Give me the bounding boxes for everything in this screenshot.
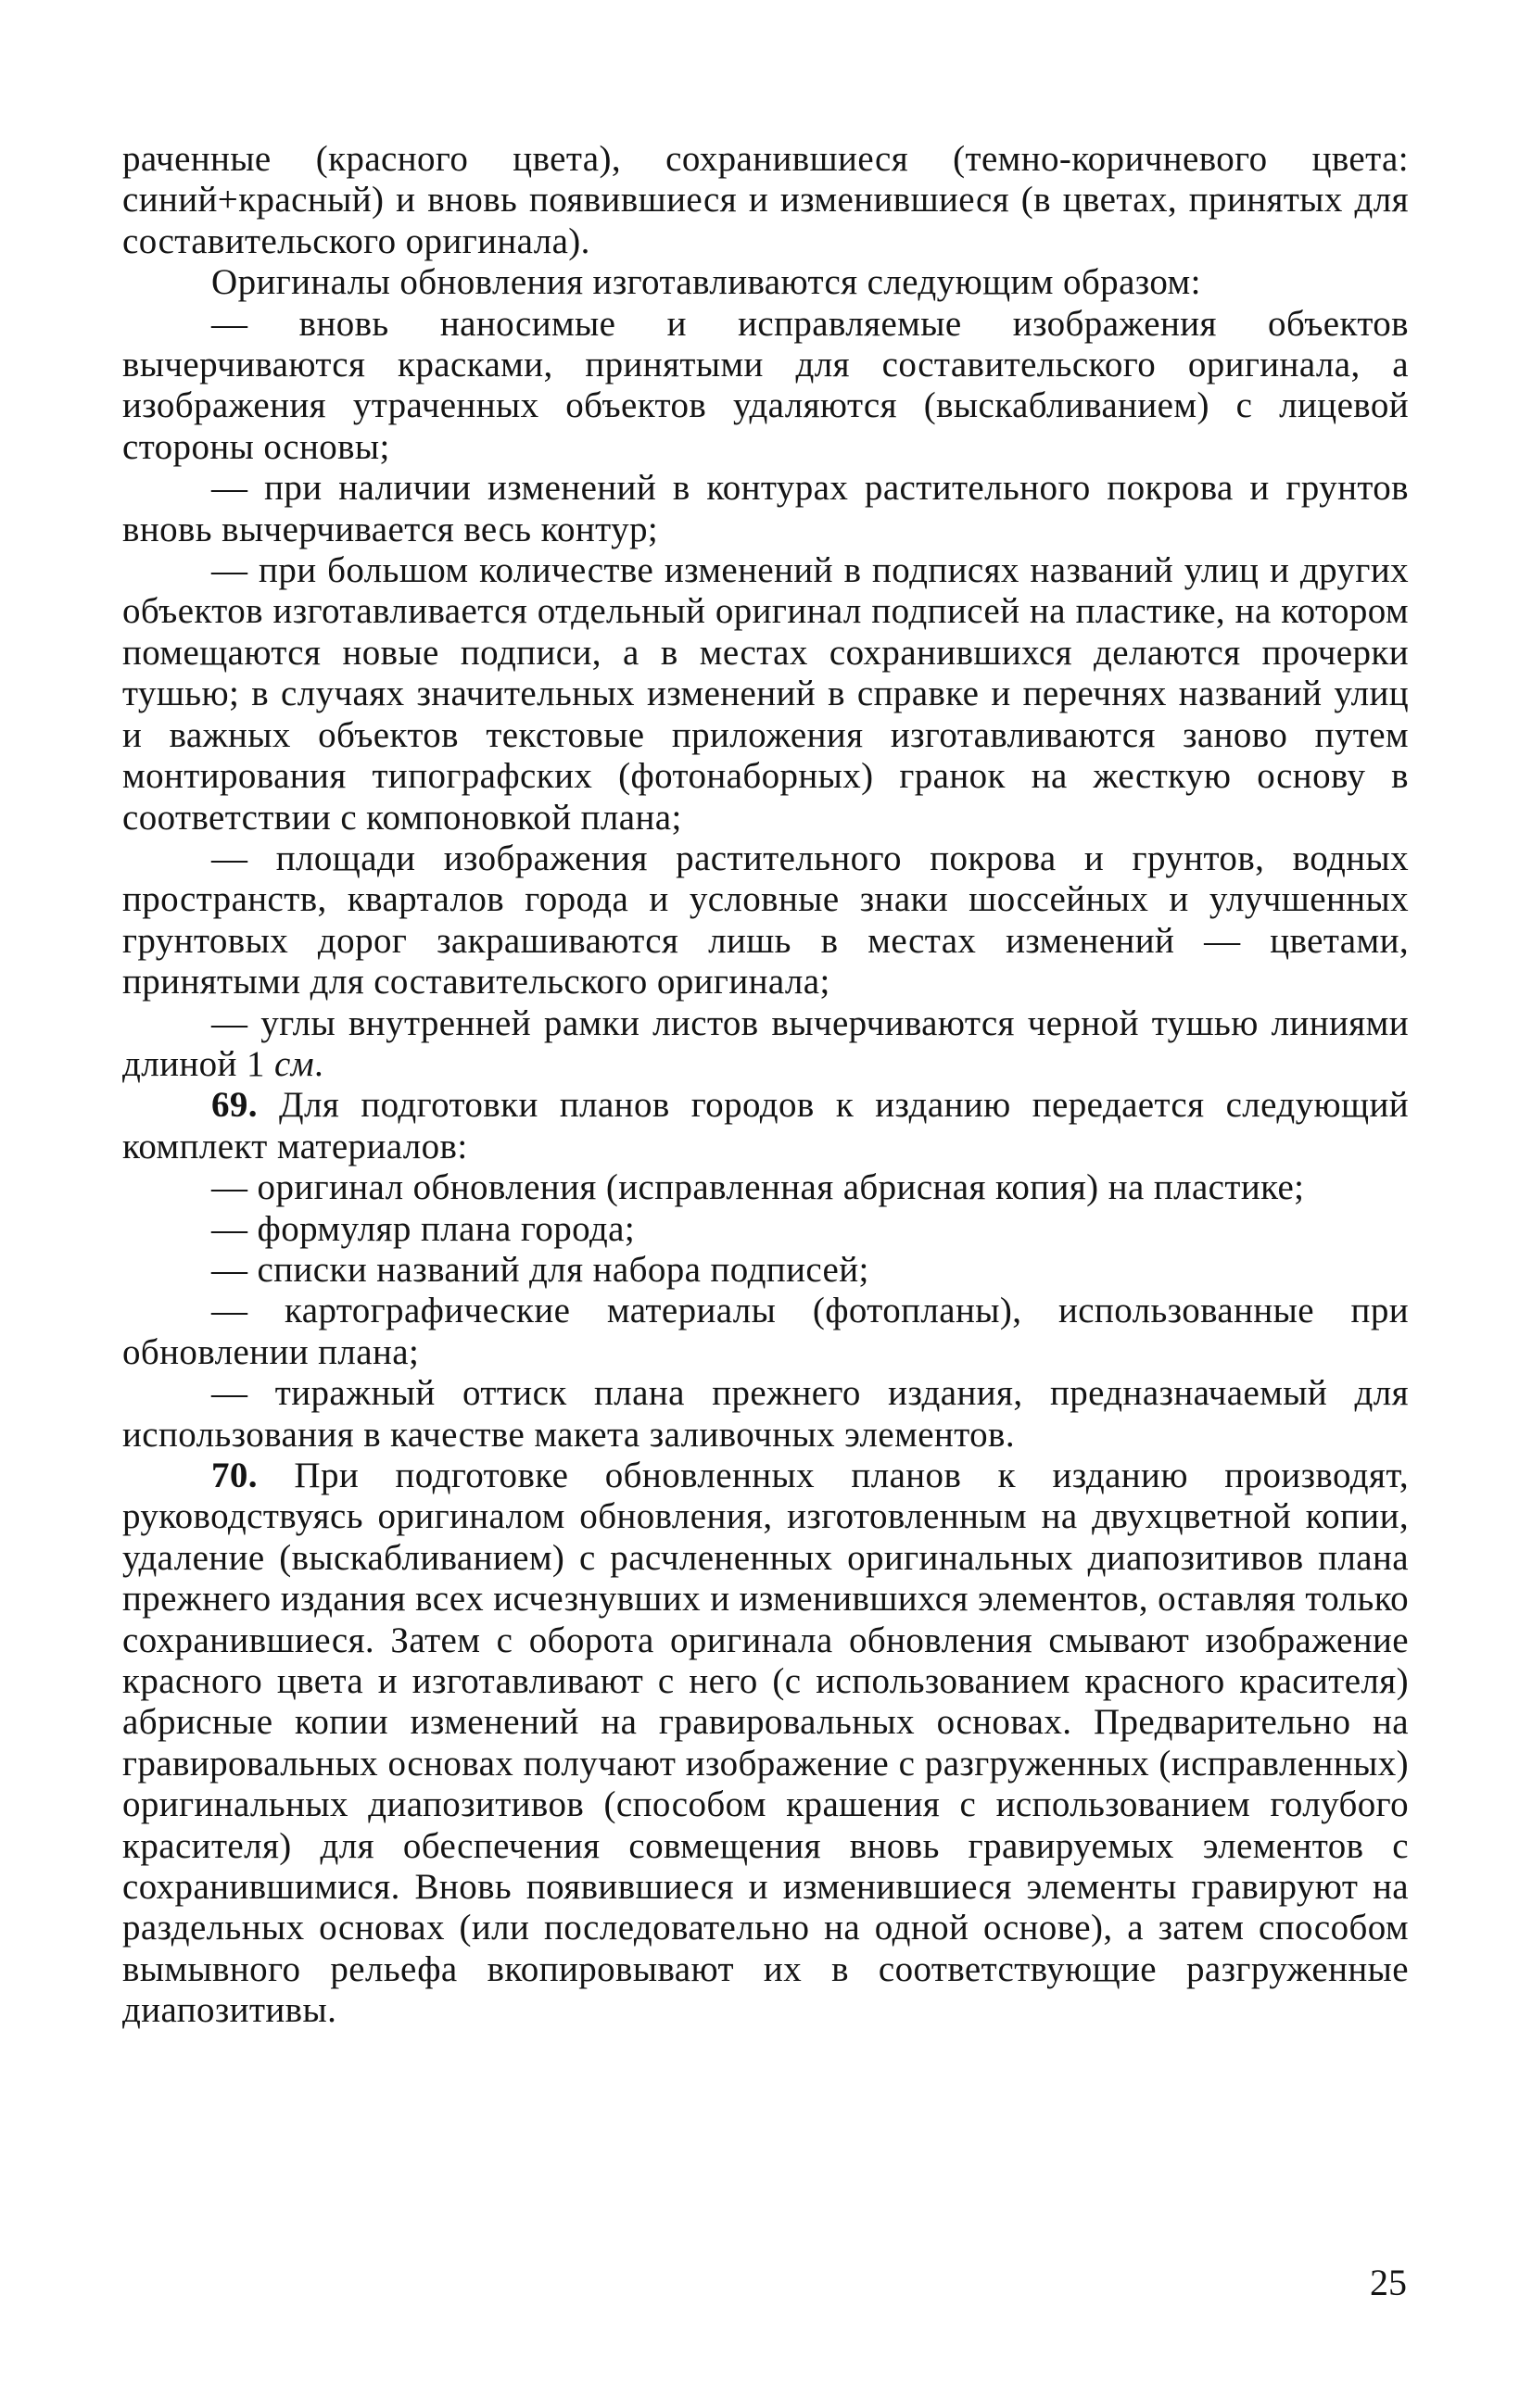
page-body — [122, 139, 1409, 2032]
list-item: — при большом количестве изменений в подписях названий улиц и других объектов изготавливается отдельный оригинал подписей на пластике, на котором помещаются новые подписи, а в местах сохранившихся делаются прочерки тушью; в случаях значительных изменений в справке и перечнях названий улиц и важных объектов текстовые приложения изготавливаются заново путем монтирования типографских (фотонаборных) гранок на жесткую основу в соответствии с компоновкой плана; — [122, 550, 1409, 838]
numbered-paragraph — [122, 1456, 1409, 2032]
list-item-text: — углы внутренней рамки листов вычерчиваются черной тушью линиями длиной 1 — [122, 1002, 1409, 1084]
list-item: — списки названий для набора подписей; — [211, 1249, 869, 1290]
list-item: — площади изображения растительного покрова и грунтов, водных пространств, кварталов города и условные знаки шоссейных и улучшенных грунтовых дорог закрашиваются лишь в местах изменений — цветами, принятыми для составительского оригинала; — [122, 838, 1409, 1002]
list-item: — формуляр плана города; — [211, 1208, 636, 1249]
list-item: — вновь наносимые и исправляемые изображения объектов вычерчиваются красками, принятыми для составительского оригинала, а изображения утраченных объектов удаляются (выскабливанием) с лицевой стороны основы; — [122, 303, 1409, 467]
paragraph-intro: Оригиналы обновления изготавливаются следующим образом: — [211, 262, 1201, 303]
paragraph-number: 70. — [211, 1456, 258, 1495]
list-item: — тиражный оттиск плана прежнего издания, предназначаемый для использования в качестве макета заливочных элементов. — [122, 1373, 1409, 1455]
unit-label: см — [274, 1043, 315, 1084]
list-item: — оригинал обновления (исправленная абрисная копия) на пластике; — [211, 1167, 1305, 1208]
list-item: — при наличии изменений в контурах растительного покрова и грунтов вновь вычерчивается весь контур; — [122, 468, 1409, 549]
list-item: — картографические материалы (фотопланы), использованные при обновлении плана; — [122, 1291, 1409, 1372]
list-item-end: . — [314, 1043, 324, 1084]
paragraph-text: Для подготовки планов городов к изданию передается следующий комплект материалов: — [122, 1085, 1409, 1166]
paragraph-number: 69. — [211, 1085, 258, 1126]
page-number: 25 — [1370, 2262, 1407, 2303]
paragraph-continuation: раченные (красного цвета), сохранившиеся (темно-коричневого цвета: синий+красный) и вновь появившиеся и изменившиеся (в цветах, принятых для составительского оригинала). — [122, 139, 1409, 261]
list-item — [122, 1003, 1409, 1086]
paragraph-text: При подготовке обновленных планов к изданию производят, руководствуясь оригиналом обновления, изготовленным на двухцветной копии, удаление (выскабливанием) с расчлененных оригинальных диапозитивов плана прежнего издания всех исчезнувших и изменившихся элементов, оставляя только сохранившиеся. Затем с оборота оригинала обновления смывают изображение красного цвета и изготавливают с него (с использованием красного красителя) абрисные копии изменений на гравировальных основах. Предварительно на гравировальных основах получают изображение с разгруженных (исправленных) оригинальных диапозитивов (способом крашения с использованием голубого красителя) для обеспечения совмещения вновь гравируемых элементов с сохранившимися. Вновь появившиеся и изменившиеся элементы гравируют на раздельных основах (или последовательно на одной основе), а затем способом вымывного рельефа вкопировывают их в соответствующие разгруженные диапозитивы. — [122, 1456, 1409, 2031]
numbered-paragraph — [122, 1085, 1409, 1167]
